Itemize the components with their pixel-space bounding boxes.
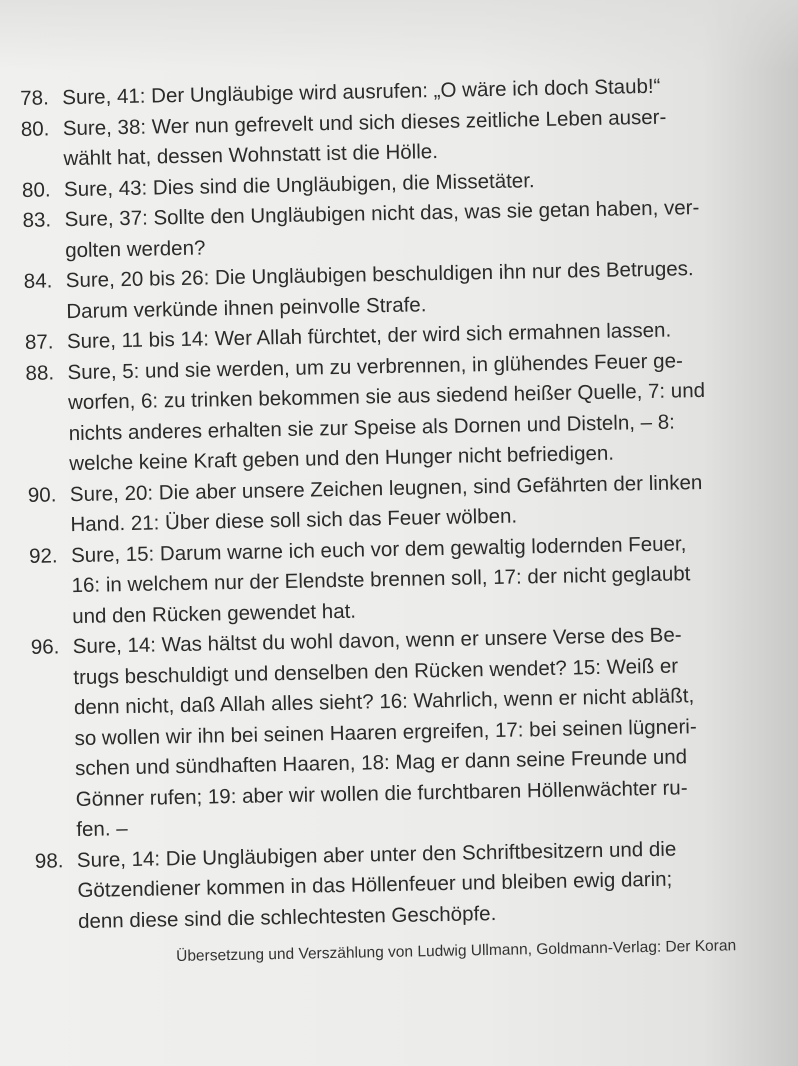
verse-line: Hand. 21: Über diese soll sich das Feuer wölben. [70,504,518,537]
verse-number: 80. [20,116,50,141]
verse-line: und den Rücken gewendet hat. [72,599,357,628]
verse-line: Sure, 41: Der Ungläubige wird ausrufen: „O wäre ich doch Staub!“ [62,74,661,110]
verse-line: fen. – [76,817,128,842]
verse-number: 78. [20,86,49,110]
verse-line: 16: in welchem nur der Elendste brennen soll, 17: der nicht geglaubt [71,562,691,598]
verse-number: 90. [27,482,57,507]
verse-list [20,70,776,938]
verse-entry [31,619,775,847]
verse-line: Sure, 15: Darum warne ich euch vor dem gewaltig lodernden Feuer, [70,531,687,567]
verse-line: denn nicht, daß Allah alles sieht? 16: Wahrlich, wenn er nicht abläßt, [73,684,695,720]
verse-number: 96. [30,635,60,659]
verse-line: golten werden? [64,235,206,262]
verse-line: Sure, 14: Was hältst du wohl davon, wenn er unsere Verse des Be- [72,623,682,659]
verse-text [67,344,767,479]
verse-line: Sure, 20: Die aber unsere Zeichen leugnen, sind Gefährten der linken [69,470,703,506]
verse-number: 92. [28,543,58,568]
verse-number: 87. [24,330,54,354]
verse-line: Sure, 5: und sie werden, um zu verbrennen, in glühendes Feuer ge- [67,348,684,384]
verse-line: wählt hat, dessen Wohnstatt ist die Hölle. [63,139,439,171]
verse-line: schen und sündhaften Haaren, 18: Mag er dann seine Freunde und [74,745,688,781]
verse-line: Sure, 11 bis 14: Wer Allah fürchtet, der wird sich ermahnen lassen. [66,318,672,354]
verse-entry [25,344,767,480]
verse-number: 80. [21,177,51,202]
verse-number: 84. [23,269,53,293]
page-top-bleed [0,0,798,70]
verse-text [77,832,777,937]
verse-line: welche keine Kraft geben und den Hunger nicht befriedigen. [69,441,615,476]
verse-line: trugs beschuldigt und denselben den Rücken wendet? 15: Weiß er [73,653,679,689]
verse-line: worfen, 6: zu trinken bekommen sie aus siedend heißer Quelle, 7: und [67,378,706,415]
verse-line: so wollen wir ihn bei seinen Haaren ergreifen, 17: bei seinen lügneri- [74,714,697,750]
verse-number: 88. [25,360,55,385]
verse-line: Götzendiener kommen in das Höllenfeuer und bleiben ewig darin; [77,867,673,903]
verse-line: Sure, 38: Wer nun gefrevelt und sich dieses zeitliche Leben auser- [62,105,667,140]
verse-entry [35,832,777,938]
verse-line: nichts anderes erhalten sie zur Speise als Dornen und Disteln, – 8: [68,409,676,445]
verse-text [73,619,775,846]
verse-entry [29,527,771,633]
verse-number: 83. [22,208,52,232]
verse-line: Sure, 20 bis 26: Die Ungläubigen beschuldigen ihn nur des Betruges. [65,257,694,293]
verse-line: Darum verkünde ihnen peinvolle Strafe. [66,292,427,323]
verse-line: Sure, 43: Dies sind die Ungläubigen, die Missetäter. [63,168,535,201]
source-citation: Übersetzung und Verszählung von Ludwig Ullmann, Goldmann-Verlag: Der Koran [176,937,737,965]
verse-line: Sure, 37: Sollte den Ungläubigen nicht das, was sie getan haben, ver- [64,195,700,232]
verse-text [71,527,771,632]
verse-number: 98. [34,848,64,873]
verse-line: Sure, 14: Die Ungläubigen aber unter den Schriftbesitzern und die [76,837,677,872]
verse-line: Gönner rufen; 19: aber wir wollen die furchtbaren Höllenwächter ru- [75,775,688,811]
verse-line: denn diese sind die schlechtesten Geschöpfe. [77,901,497,933]
